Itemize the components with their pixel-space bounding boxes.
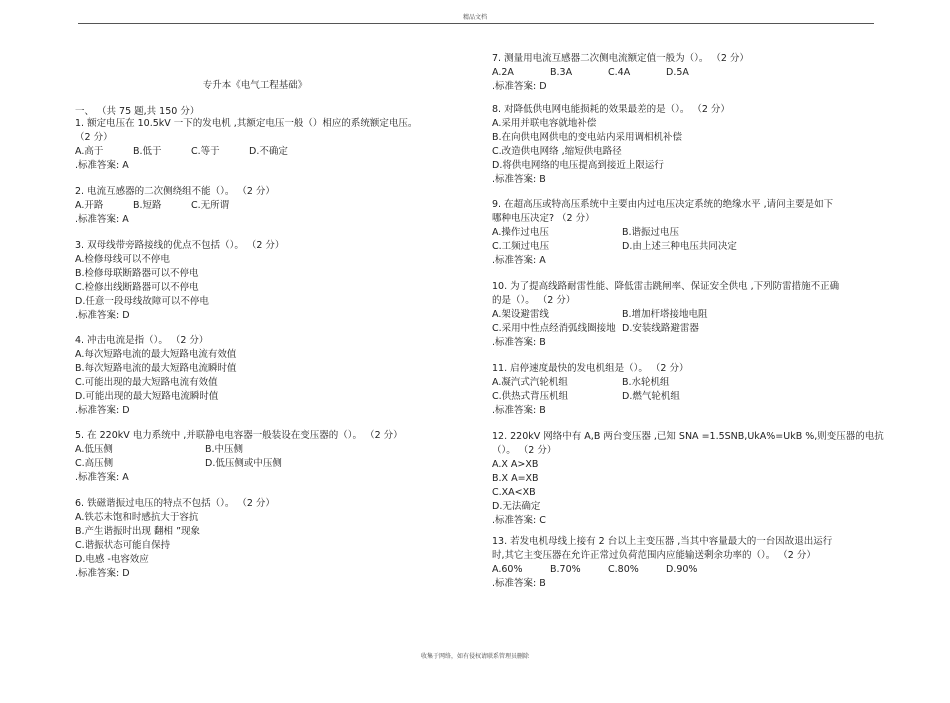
answer-option: B.70% (550, 564, 581, 575)
answer-option: D.不确定 (249, 146, 288, 157)
question-block (492, 280, 872, 350)
answer-option: A.低压侧 (75, 444, 113, 455)
answer-option: A.铁芯未饱和时感抗大于容抗 (75, 512, 199, 523)
option-row (75, 145, 435, 159)
question-stem: 1. 额定电压在 10.5kV 一下的发电机 ,其额定电压一般（）相应的系统额定电压。 (75, 118, 418, 129)
page-footer: 收集于网络，如有侵权请联系管理员删除 (420, 653, 529, 660)
answer-option: B.在向供电网供电的变电站内采用调相机补偿 (492, 132, 683, 143)
answer-option: B.短路 (133, 200, 162, 211)
question-block (75, 334, 435, 418)
question-stem: 11. 启停速度最快的发电机组是（）。 （2 分） (492, 363, 689, 374)
standard-answer: .标准答案: D (75, 310, 130, 321)
standard-answer: .标准答案: D (75, 405, 130, 416)
answer-option: A.2A (492, 67, 514, 78)
answer-option: C.采用中性点经消弧线圈接地 (492, 323, 616, 334)
answer-option: A.检修母线可以不停电 (75, 254, 170, 265)
option-row (492, 66, 872, 80)
answer-option: A.X A>XB (492, 459, 539, 470)
option-row (75, 457, 435, 471)
standard-answer: .标准答案: B (492, 405, 546, 416)
answer-option: C.XA<XB (492, 487, 536, 498)
answer-option: B.检修母联断路器可以不停电 (75, 268, 199, 279)
answer-option: A.开路 (75, 200, 104, 211)
question-block (492, 103, 872, 187)
answer-option: C.高压侧 (75, 458, 114, 469)
answer-option: B.低于 (133, 146, 162, 157)
answer-option: B.谐振过电压 (622, 227, 680, 238)
answer-option: D.电感 -电容效应 (75, 554, 149, 565)
answer-option: C.4A (608, 67, 631, 78)
answer-option: B.水轮机组 (622, 377, 670, 388)
answer-option: C.工频过电压 (492, 241, 550, 252)
question-block (75, 117, 435, 173)
answer-option: A.高于 (75, 146, 104, 157)
question-block (492, 362, 872, 418)
answer-option: C.无所谓 (191, 200, 230, 211)
standard-answer: .标准答案: B (492, 337, 546, 348)
question-stem: 4. 冲击电流是指（）。 （2 分） (75, 335, 209, 346)
answer-option: A.凝汽式汽轮机组 (492, 377, 568, 388)
question-stem: 12. 220kV 网络中有 A,B 两台变压器 ,已知 SNA =1.5SNB,UkA%=UkB %,则变压器的电抗 (492, 431, 884, 442)
standard-answer: .标准答案: B (492, 174, 546, 185)
answer-option: B.增加杆塔接地电阻 (622, 309, 708, 320)
option-row (492, 563, 872, 577)
answer-option: C.改造供电网络 ,缩短供电路径 (492, 146, 622, 157)
answer-option: D.低压侧或中压侧 (205, 458, 282, 469)
answer-option: C.80% (608, 564, 639, 575)
option-row (492, 240, 872, 254)
option-row (492, 226, 872, 240)
answer-option: B.中压侧 (205, 444, 244, 455)
document-title: 专升本《电气工程基础》 (202, 80, 308, 91)
answer-option: A.架设避雷线 (492, 309, 549, 320)
answer-option: D.燃气轮机组 (622, 391, 680, 402)
option-row (492, 322, 872, 336)
question-block (492, 52, 872, 94)
question-block (75, 497, 435, 581)
answer-option: D.任意一段母线故障可以不停电 (75, 296, 209, 307)
question-block (492, 198, 872, 268)
standard-answer: .标准答案: A (75, 160, 129, 171)
question-block (492, 535, 872, 591)
option-row (75, 443, 435, 457)
answer-option: C.谐振状态可能自保持 (75, 540, 171, 551)
question-stem: 哪种电压决定? （2 分） (492, 213, 595, 224)
standard-answer: .标准答案: A (492, 255, 546, 266)
question-stem: 13. 若发电机母线上接有 2 台以上主变压器 ,当其中容量最大的一台因故退出运行 (492, 536, 833, 547)
question-block (75, 185, 435, 227)
question-block (75, 239, 435, 323)
question-stem: 的是（）。 （2 分） (492, 295, 576, 306)
question-stem: 10. 为了提高线路耐雷性能、降低雷击跳闸率、保证安全供电 ,下列防雷措施不正确 (492, 281, 840, 292)
standard-answer: .标准答案: C (492, 515, 546, 526)
question-stem: 7. 测量用电流互感器二次侧电流额定值一般为（）。 （2 分） (492, 53, 749, 64)
header-rule (78, 23, 874, 24)
option-row (492, 376, 872, 390)
question-stem: 6. 铁磁谐振过电压的特点不包括（）。 （2 分） (75, 498, 275, 509)
answer-option: D.安装线路避雷器 (622, 323, 699, 334)
question-stem: 8. 对降低供电网电能损耗的效果最差的是（）。 （2 分） (492, 104, 730, 115)
question-stem: 3. 双母线带旁路接线的优点不包括（）。 （2 分） (75, 240, 285, 251)
answer-option: B.每次短路电流的最大短路电流瞬时值 (75, 363, 237, 374)
option-row (75, 199, 435, 213)
answer-option: B.3A (550, 67, 573, 78)
answer-option: C.可能出现的最大短路电流有效值 (75, 377, 218, 388)
answer-option: A.操作过电压 (492, 227, 549, 238)
answer-option: D.由上述三种电压共同决定 (622, 241, 737, 252)
standard-answer: .标准答案: A (75, 214, 129, 225)
answer-option: D.5A (666, 67, 689, 78)
answer-option: A.采用并联电容就地补偿 (492, 118, 597, 129)
answer-option: B.产生谐振时出现 翻相 ”现象 (75, 526, 200, 537)
answer-option: D.90% (666, 564, 698, 575)
answer-option: D.无法确定 (492, 501, 541, 512)
answer-option: D.可能出现的最大短路电流瞬时值 (75, 391, 219, 402)
standard-answer: .标准答案: D (75, 568, 130, 579)
section-heading: 一、 （共 75 题,共 150 分） (75, 106, 200, 117)
answer-option: C.供热式背压机组 (492, 391, 569, 402)
answer-option: A.60% (492, 564, 523, 575)
standard-answer: .标准答案: B (492, 578, 546, 589)
question-block (492, 430, 884, 528)
option-row (492, 390, 872, 404)
question-stem: 时,其它主变压器在允许正常过负荷范围内应能输送剩余功率的（）。 （2 分） (492, 550, 816, 561)
question-stem: 5. 在 220kV 电力系统中 ,并联静电电容器一般装设在变压器的（）。 （2 分） (75, 430, 403, 441)
answer-option: B.X A=XB (492, 473, 539, 484)
standard-answer: .标准答案: D (492, 81, 547, 92)
answer-option: C.检修出线断路器可以不停电 (75, 282, 199, 293)
question-stem: （）。 （2 分） (492, 445, 557, 456)
answer-option: D.将供电网络的电压提高到接近上限运行 (492, 160, 664, 171)
question-stem: 2. 电流互感器的二次侧绕组不能（）。 （2 分） (75, 186, 275, 197)
question-block (75, 429, 435, 485)
page-header: 精品文档 (462, 14, 487, 21)
question-stem: 9. 在超高压或特高压系统中主要由内过电压决定系统的绝缘水平 ,请问主要是如下 (492, 199, 834, 210)
option-row (492, 308, 872, 322)
answer-option: C.等于 (191, 146, 220, 157)
answer-option: A.每次短路电流的最大短路电流有效值 (75, 349, 237, 360)
standard-answer: .标准答案: A (75, 472, 129, 483)
question-stem: （2 分） (75, 132, 113, 143)
